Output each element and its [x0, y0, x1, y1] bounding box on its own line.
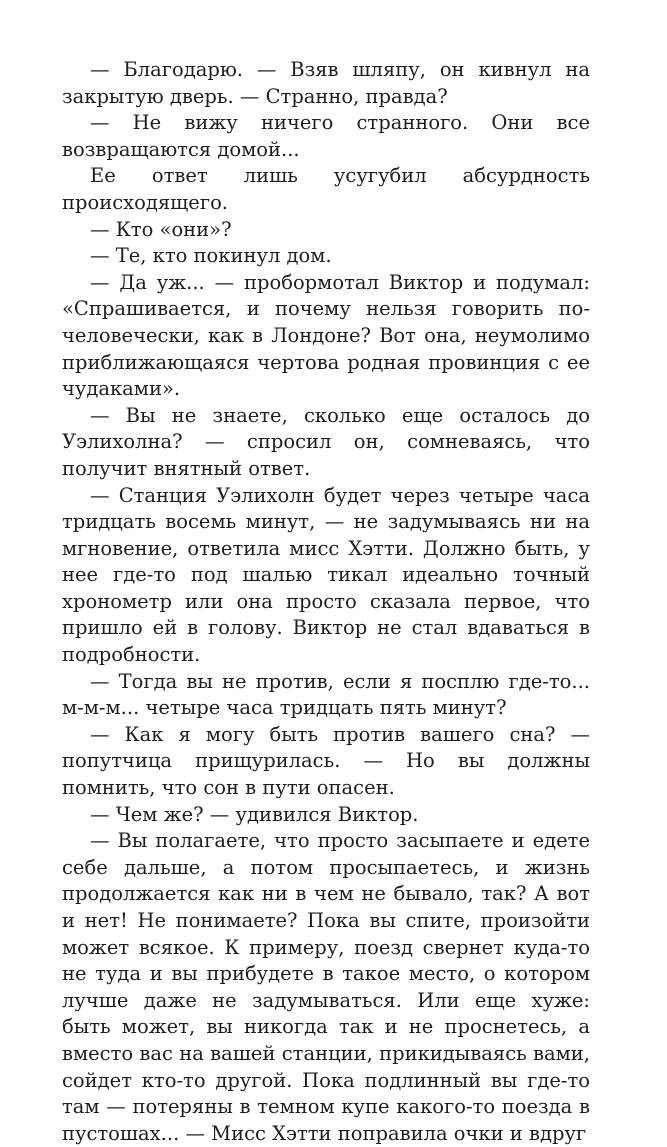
paragraph: — Как я могу быть против вашего сна? — попутчица прищурилась. — Но вы должны помнить, что сон в пути опасен.	[62, 722, 590, 800]
paragraph: — Станция Уэлихолн будет через четыре часа тридцать восемь минут, — не задумываясь ни на мгновение, ответила мисс Хэтти. Должно быть, у нее где-то под шалью тикал идеально точный хронометр или она просто сказала первое, что пришло ей в голову. Виктор не стал вдаваться в подробности.	[62, 483, 590, 667]
paragraph: — Вы полагаете, что просто засыпаете и едете себе дальше, а потом просыпаетесь, и жизнь продолжается как ни в чем не бывало, так? А вот и нет! Не понимаете? Пока вы спите, произойти может всякое. К примеру, поезд свернет куда-то не туда и вы прибудете в такое место, о котором лучше даже не задумываться. Или еще хуже: быть может, вы никогда так и не проснетесь, а вместо вас на вашей станции, прикидываясь вами, сойдет кто-то другой. Пока подлинный вы где-то там — потеряны в темном купе какого-то поезда в пустошах... — Мисс Хэтти поправила очки и вдруг	[62, 829, 590, 1145]
paragraph: — Не вижу ничего странного. Они все возвращаются домой...	[62, 111, 590, 161]
text-body	[62, 57, 590, 1147]
paragraph: — Кто «они»?	[90, 217, 232, 241]
paragraph: — Вы не знаете, сколько еще осталось до Уэлихолна? — спросил он, сомневаясь, что получит внятный ответ.	[62, 403, 590, 480]
paragraph: — Те, кто покинул дом.	[90, 244, 332, 268]
paragraph: — Да уж... — пробормотал Виктор и подумал: «Спрашивается, и почему нельзя говорить по-человечески, как в Лондоне? Вот она, неумолимо приближающаяся чертова родная провинция с ее чудаками».	[62, 270, 590, 401]
paragraph: — Благодарю. — Взяв шляпу, он кивнул на закрытую дверь. — Странно, правда?	[62, 58, 590, 108]
paragraph: Ее ответ лишь усугубил абсурдность происходящего.	[62, 164, 590, 214]
paragraph: — Тогда вы не против, если я посплю где-то... м-м-м... четыре часа тридцать пять минут?	[62, 669, 590, 720]
paragraph: — Чем же? — удивился Виктор.	[90, 802, 419, 826]
